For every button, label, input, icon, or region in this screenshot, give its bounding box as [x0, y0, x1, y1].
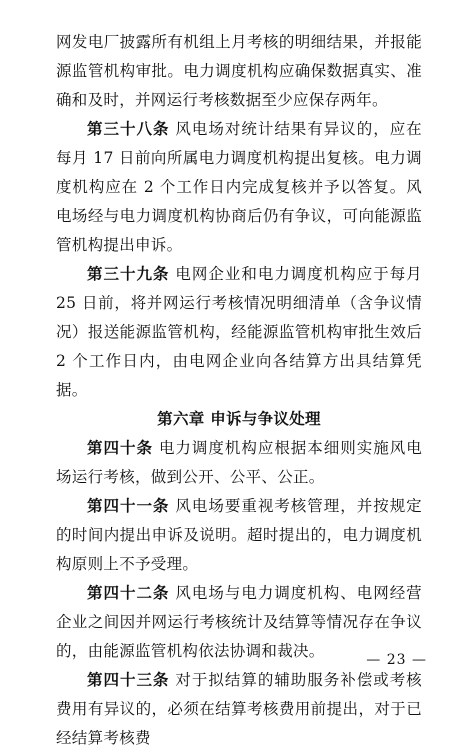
- article-label: 第四十一条: [87, 497, 170, 515]
- page-number: — 23 —: [366, 652, 427, 668]
- article-41: [56, 492, 422, 579]
- chapter-heading: 第六章 申诉与争议处理: [157, 410, 321, 428]
- article-text: 风电场对统计结果有异议的，应在每月 17 日前向所属电力调度机构提出复核。电力调度机构应在 2 个工作日内完成复核并予以答复。风电场经与电力调度机构协商后仍有争议，可向能源监管机构提出申诉。: [56, 120, 422, 254]
- article-text: 风电场要重视考核管理，并按规定的时间内提出申诉及说明。超时提出的，电力调度机构原则上不予受理。: [56, 497, 422, 573]
- article-43: [56, 666, 422, 753]
- article-40: [56, 434, 422, 492]
- article-label: 第三十九条: [87, 265, 170, 283]
- article-label: 第三十八条: [87, 120, 170, 138]
- article-text: 电网企业和电力调度机构应于每月 25 日前，将并网运行考核情况明细清单（含争议情况）报送能源监管机构，经能源监管机构审批生效后 2 个工作日内，由电网企业向各结算方出具结算凭据。: [56, 265, 422, 399]
- article-38: [56, 115, 422, 260]
- article-label: 第四十条: [87, 439, 153, 457]
- article-text: 对于拟结算的辅助服务补偿或考核费用有异议的，必须在结算考核费用前提出，对于已经结算考核费: [56, 671, 422, 747]
- article-text: 电力调度机构应根据本细则实施风电场运行考核，做到公开、公平、公正。: [56, 439, 422, 486]
- paragraph-text: 网发电厂披露所有机组上月考核的明细结果，并报能源监管机构审批。电力调度机构应确保数据真实、准确和及时，并网运行考核数据至少应保存两年。: [56, 33, 422, 109]
- article-39: [56, 260, 422, 405]
- article-label: 第四十三条: [87, 671, 170, 689]
- article-label: 第四十二条: [87, 584, 170, 602]
- article-text: 风电场与电力调度机构、电网经营企业之间因并网运行考核统计及结算等情况存在争议的，由能源监管机构依法协调和裁决。: [56, 584, 422, 660]
- document-body: [56, 28, 422, 753]
- paragraph-continuation: [56, 28, 422, 115]
